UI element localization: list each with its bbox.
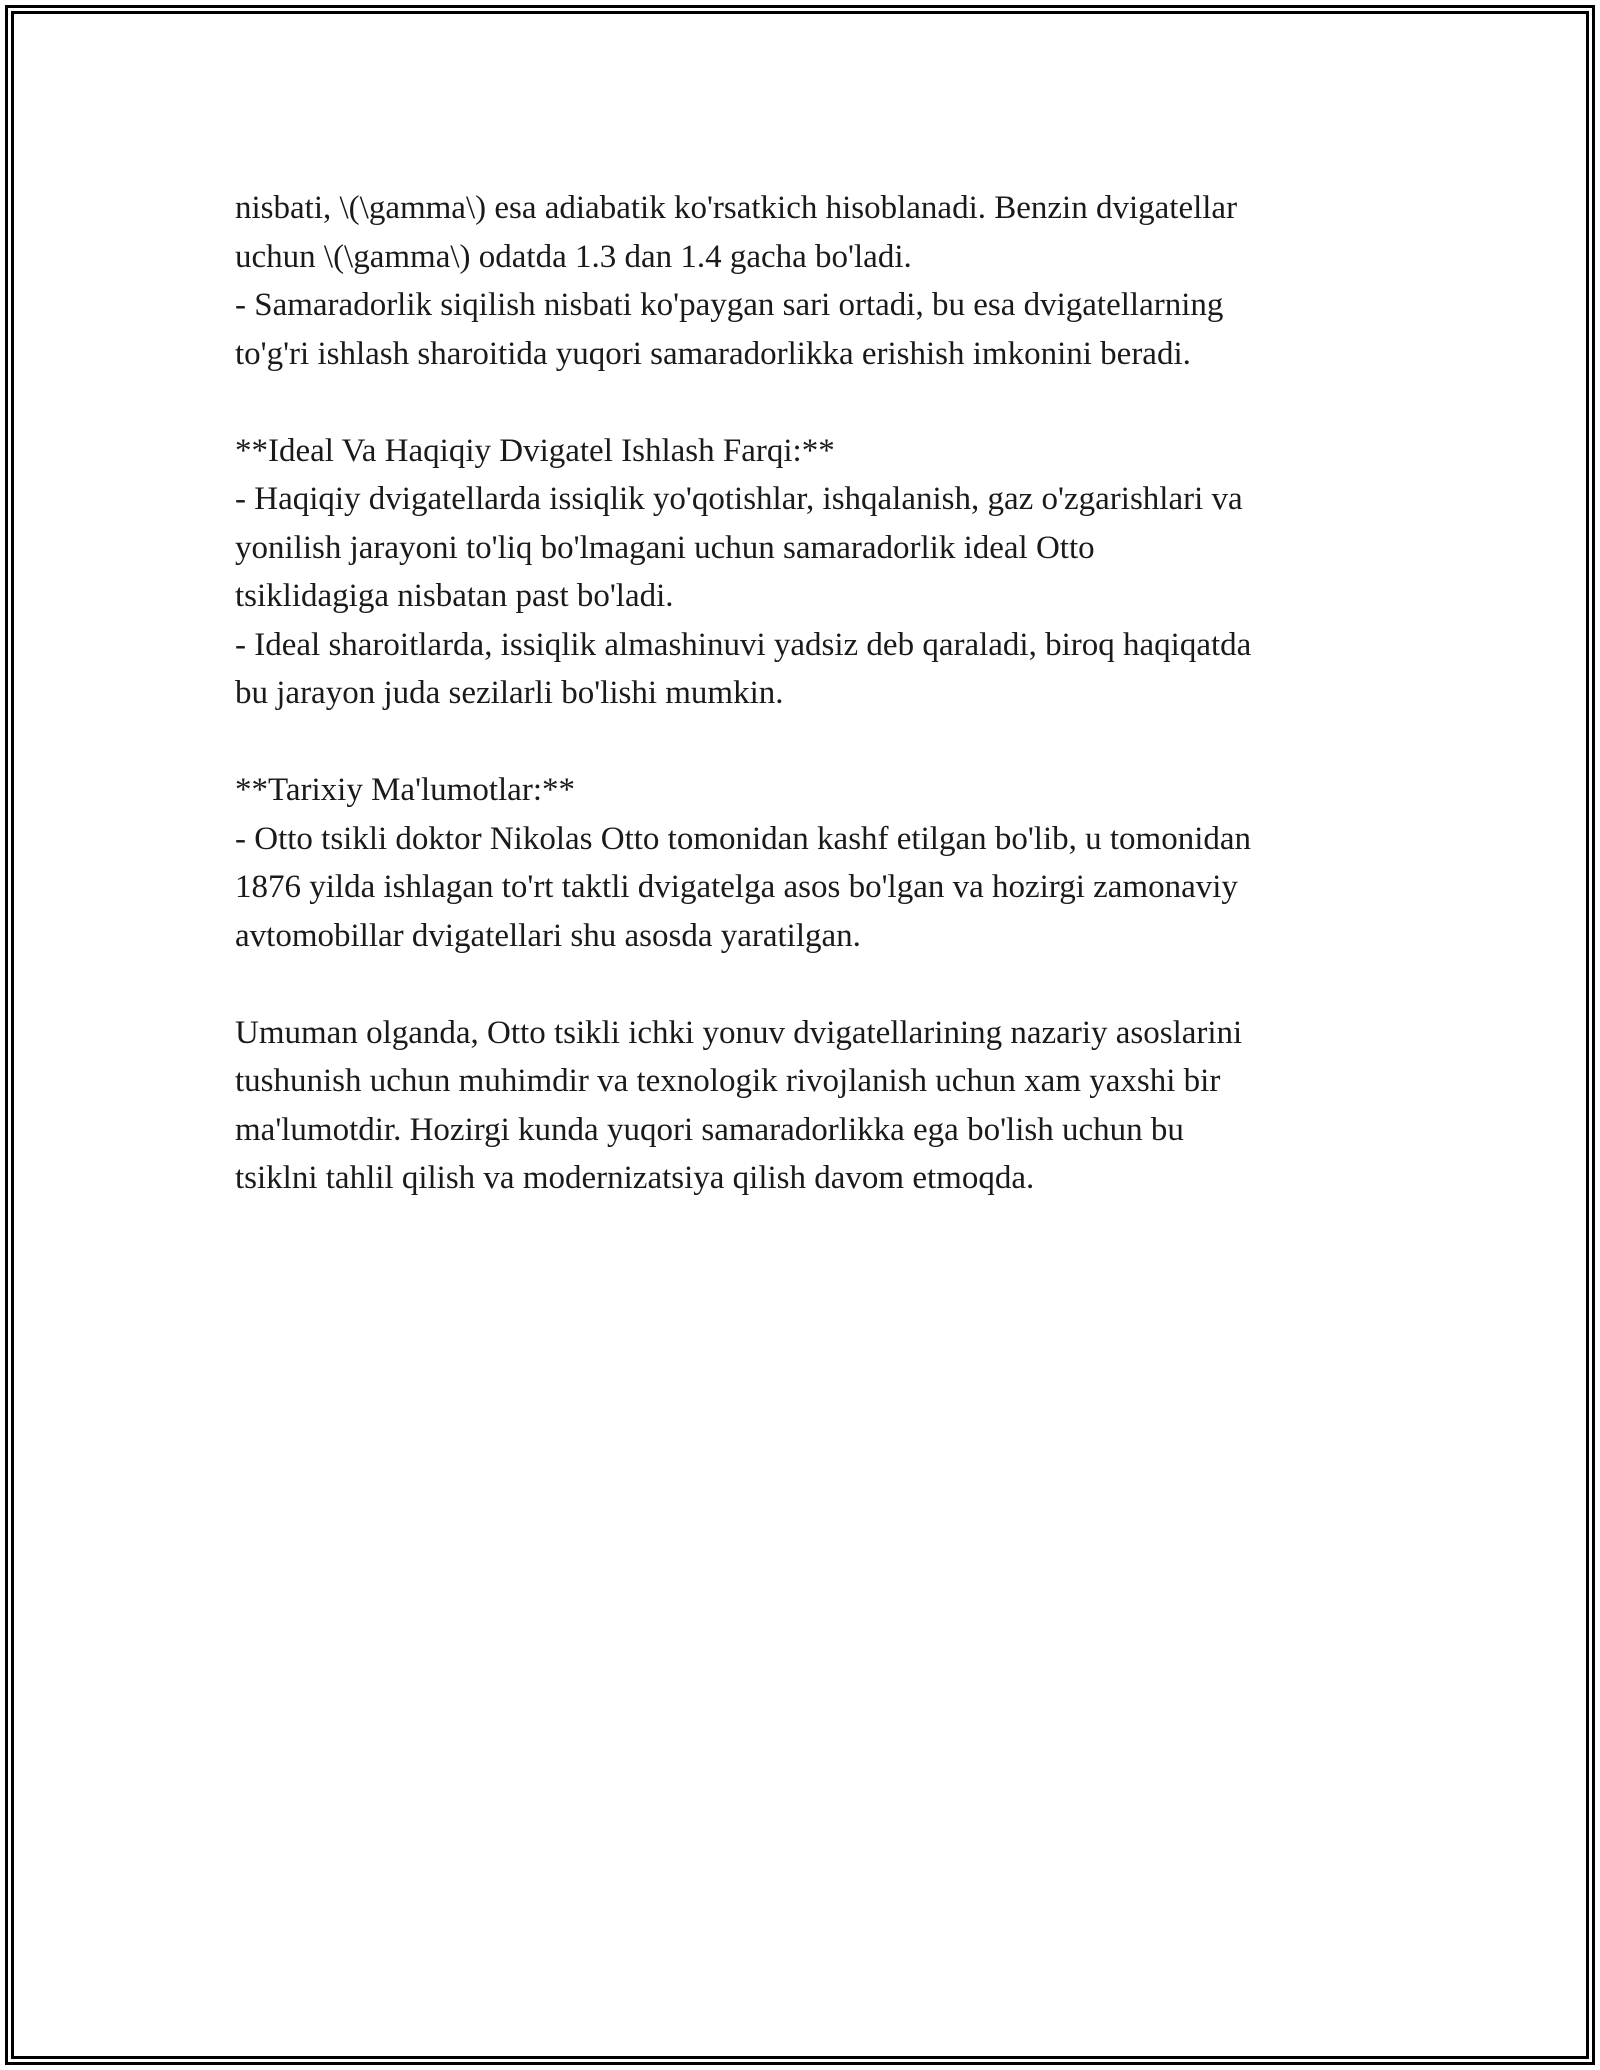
- text-line: - Ideal sharoitlarda, issiqlik almashinuvi yadsiz deb qaraladi, biroq haqiqatda: [235, 626, 1252, 663]
- document-body: [235, 184, 1375, 1203]
- paragraph-gap: [235, 378, 1375, 427]
- paragraph-gap: [235, 718, 1375, 767]
- text-line: to'g'ri ishlash sharoitida yuqori samaradorlikka erishish imkonini beradi.: [235, 335, 1191, 372]
- text-line: yonilish jarayoni to'liq bo'lmagani uchun samaradorlik ideal Otto: [235, 529, 1095, 566]
- text-line: tsiklni tahlil qilish va modernizatsiya qilish davom etmoqda.: [235, 1160, 1035, 1196]
- text-line: avtomobillar dvigatellari shu asosda yaratilgan.: [235, 917, 861, 954]
- text-line: - Haqiqiy dvigatellarda issiqlik yo'qotishlar, ishqalanish, gaz o'zgarishlari va: [235, 481, 1243, 517]
- text-line: Umuman olganda, Otto tsikli ichki yonuv dvigatellarining nazariy asoslarini: [235, 1014, 1243, 1051]
- paragraph-gap: [235, 960, 1375, 1009]
- text-line: nisbati, \(\gamma\) esa adiabatik ko'rsatkich hisoblanadi. Benzin dvigatellar: [235, 190, 1238, 226]
- text-line: uchun \(\gamma\) odatda 1.3 dan 1.4 gacha bo'ladi.: [235, 238, 912, 275]
- text-line: ma'lumotdir. Hozirgi kunda yuqori samaradorlikka ega bo'lish uchun bu: [235, 1111, 1184, 1148]
- section-heading: **Tarixiy Ma'lumotlar:**: [235, 772, 575, 808]
- text-line: tsiklidagiga nisbatan past bo'ladi.: [235, 578, 674, 614]
- text-line: 1876 yilda ishlagan to'rt taktli dvigatelga asos bo'lgan va hozirgi zamonaviy: [235, 869, 1238, 905]
- text-line: tushunish uchun muhimdir va texnologik rivojlanish uchun xam yaxshi bir: [235, 1063, 1221, 1099]
- section-heading: **Ideal Va Haqiqiy Dvigatel Ishlash Farqi:**: [235, 432, 835, 469]
- text-line: - Otto tsikli doktor Nikolas Otto tomonidan kashf etilgan bo'lib, u tomonidan: [235, 820, 1252, 857]
- text-line: - Samaradorlik siqilish nisbati ko'paygan sari ortadi, bu esa dvigatellarning: [235, 287, 1224, 323]
- text-line: bu jarayon juda sezilarli bo'lishi mumkin.: [235, 675, 784, 711]
